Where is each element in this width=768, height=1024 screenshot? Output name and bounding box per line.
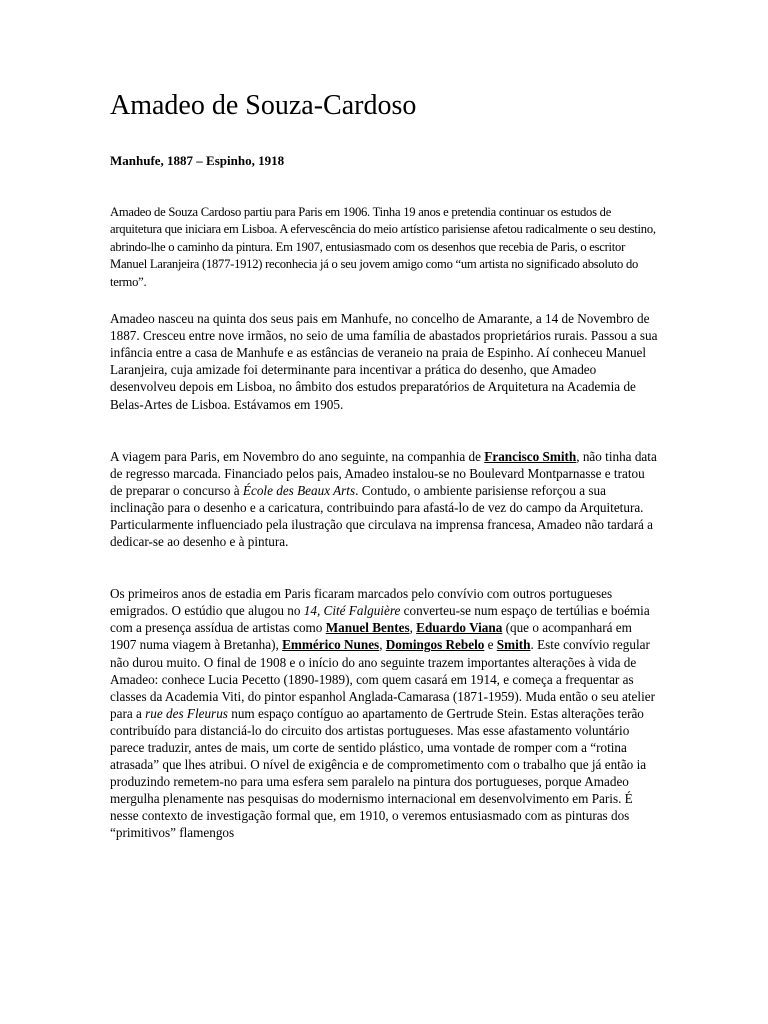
paragraph-2: Amadeo nasceu na quinta dos seus pais em Manhufe, no concelho de Amarante, a 14 de Novembro de 1887. Cresceu entre nove irmãos, no seio de uma família de abastados proprietários rurais. Passou a sua infância entre a casa de Manhufe e as estâncias de veraneio na praia de Espinho. Aí conheceu Manuel Laranjeira, cuja amizade foi determinante para incentivar a prática do desenho, que Amadeo desenvolveu depois em Lisboa, no âmbito dos estudos preparatórios de Arquitetura na Academia de Belas-Artes de Lisboa. Estávamos em 1905. — [110, 311, 658, 412]
document-body — [110, 86, 660, 842]
page-title: Amadeo de Souza-Cardoso — [110, 90, 417, 121]
italic-ecole-des-beaux-arts: École des Beaux Arts — [242, 482, 356, 498]
text-segment: Os primeiros anos de estadia em Paris ficaram marcados pelo convívio com outros portugueses emigrados. O estúdio que alugou no — [110, 586, 613, 619]
text-segment: converteu-se num espaço de tertúlias e boémia com a presença assídua de artistas como — [110, 603, 650, 636]
link-smith[interactable]: Smith — [496, 637, 531, 653]
paragraph-1: Amadeo de Souza Cardoso partiu para Paris em 1906. Tinha 19 anos e pretendia continuar os estudos de arquitetura que iniciara em Lisboa. A efervescência do meio artístico parisiense afetou radicalmente o seu destino, abrindo-lhe o caminho da pintura. Em 1907, entusiasmado com os desenhos que recebia de Paris, o escritor Manuel Laranjeira (1877-1912) reconhecia já o seu jovem amigo como “um artista no significado absoluto do termo”. — [110, 205, 656, 289]
link-eduardo-viana[interactable]: Eduardo Viana — [416, 620, 503, 636]
text-segment: . Este convívio regular não durou muito. O final de 1908 e o início do ano seguinte trazem importantes alterações à vida de Amadeo: conhece Lucia Pecetto (1890-1989), com quem casará em 1914, e começa a frequentar as classes da Academia Viti, do pintor espanhol Anglada-Camarasa (1871-1959). Muda então o seu atelier para a — [110, 637, 655, 721]
link-domingos-rebelo[interactable]: Domingos Rebelo — [385, 637, 485, 653]
text-segment: A viagem para Paris, em Novembro do ano seguinte, na companhia de — [110, 448, 485, 464]
text-segment: , — [379, 637, 386, 653]
paragraph-4 — [110, 585, 660, 841]
text-segment: . Contudo, o ambiente parisiense reforçou a sua inclinação para o desenho e a caricatura, contribuindo para afastá-lo de vez do campo da Arquitetura. Particularmente influenciado pela ilustração que circulava na imprensa francesa, Amadeo não tardará a dedicar-se ao desenho e à pintura. — [110, 482, 653, 550]
text-segment: (que o acompanhará em 1907 numa viagem à Bretanha), — [110, 620, 632, 653]
link-manuel-bentes[interactable]: Manuel Bentes — [325, 620, 410, 636]
link-emmerico-nunes[interactable]: Emmérico Nunes — [282, 637, 380, 653]
italic-cite-falguiere: 14, Cité Falguière — [303, 603, 401, 619]
text-segment: num espaço contíguo ao apartamento de Gertrude Stein. Estas alterações terão contribuído para distanciá-lo do circuito dos artistas portugueses. Mas esse afastamento voluntário parece traduzir, antes de mais, um corte de sentido plástico, uma vontade de romper com a “rotina atrasada” que lhes atribui. O nível de exigência e de comprometimento com o trabalho que já então ia produzindo remetem-no para uma esfera sem paralelo na pintura dos portugueses, porque Amadeo mergulha plenamente nas pesquisas do modernismo internacional em desenvolvimento em Paris. É nesse contexto de investigação formal que, em 1910, o veremos entusiasmado com as pinturas dos “primitivos” flamengos — [110, 705, 647, 841]
text-segment: e — [484, 637, 497, 653]
italic-rue-des-fleurus: rue des Fleurus — [145, 705, 228, 721]
link-francisco-smith[interactable]: Francisco Smith — [484, 448, 577, 464]
paragraph-3 — [110, 448, 660, 551]
page-subtitle: Manhufe, 1887 – Espinho, 1918 — [110, 153, 285, 168]
text-segment: , — [409, 620, 417, 636]
text-segment: , não tinha data de regresso marcada. Financiado pelos pais, Amadeo instalou-se no Boulevard Montparnasse e tratou de preparar o concurso à — [110, 448, 657, 498]
